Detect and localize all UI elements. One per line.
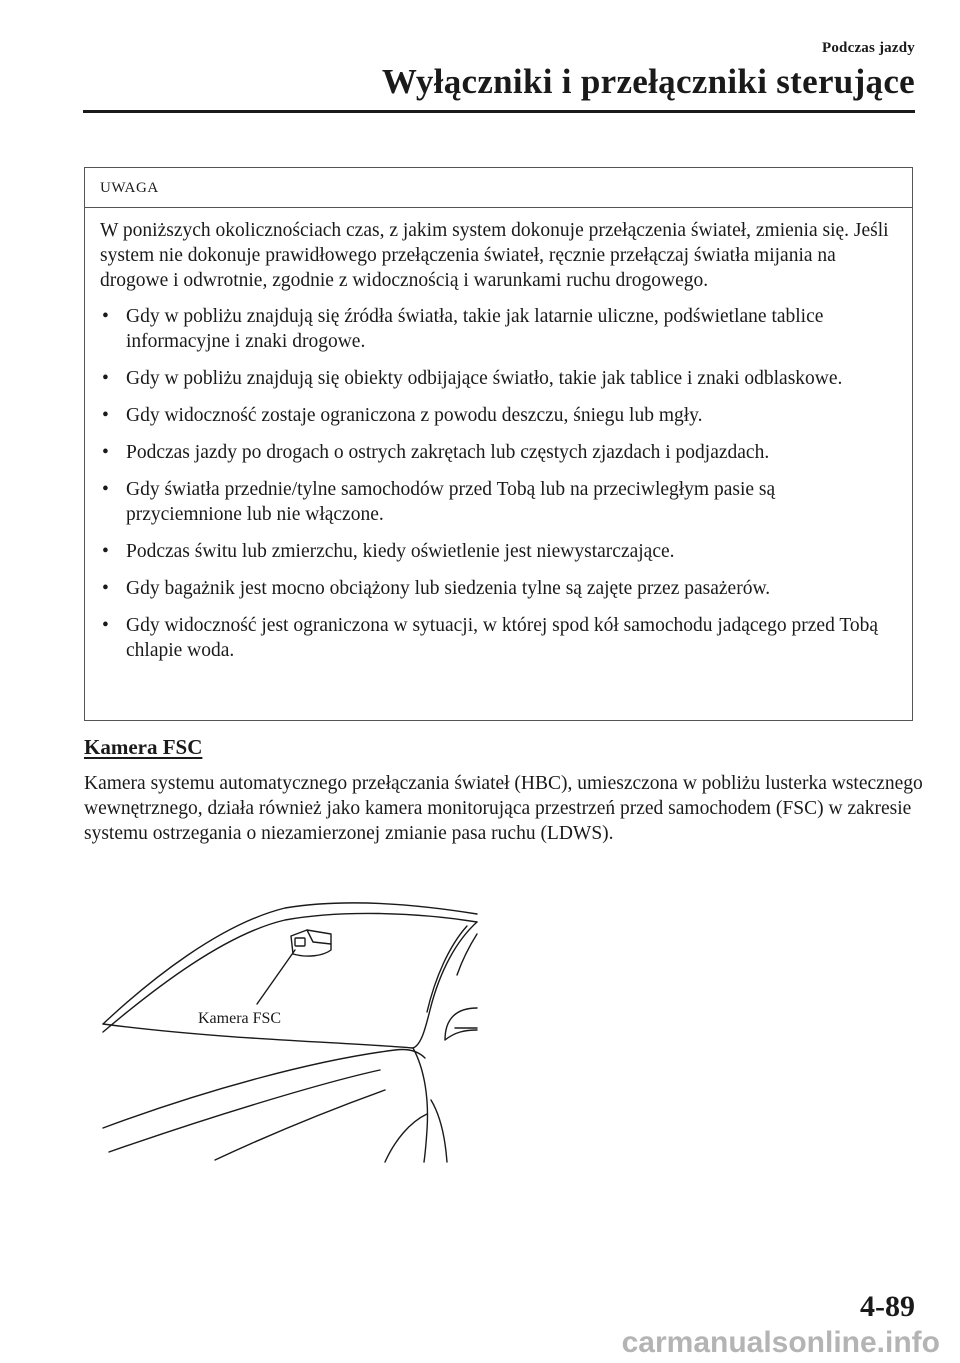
bullet-icon: • [102, 442, 109, 463]
page-number: 4-89 [860, 1290, 915, 1323]
windshield-top-edge [103, 913, 477, 1032]
note-bullet-item [100, 477, 894, 527]
note-label: UWAGA [85, 168, 912, 208]
roof-line [103, 903, 477, 1024]
note-bullet-text: Gdy widoczność zostaje ograniczona z powodu deszczu, śniegu lub mgły. [126, 405, 703, 426]
header-rule [83, 110, 915, 113]
note-bullet-text: Gdy w pobliżu znajdują się obiekty odbijające światło, takie jak tablice i znaki odblaskowe. [126, 368, 843, 389]
callout-leader [257, 950, 295, 1004]
section-label: Podczas jazdy [821, 40, 915, 56]
note-bullet-text: Gdy widoczność jest ograniczona w sytuacji, w której spod kół samochodu jadącego przed Tobą chlapie woda. [126, 615, 879, 661]
side-mirror [445, 1008, 477, 1040]
section-heading: Kamera FSC [84, 735, 203, 759]
note-bullet-text: Podczas świtu lub zmierzchu, kiedy oświetlenie jest niewystarczające. [126, 541, 675, 562]
camera-callout-label: Kamera FSC [198, 1010, 282, 1027]
bullet-icon: • [102, 306, 109, 327]
a-pillar [413, 922, 477, 1048]
note-bullet-item [100, 576, 894, 601]
chapter-title: Wyłączniki i przełączniki sterujące [381, 62, 915, 101]
bullet-icon: • [102, 578, 109, 599]
bullet-icon: • [102, 368, 109, 389]
note-bullet-text: Podczas jazdy po drogach o ostrych zakrętach lub częstych zjazdach i podjazdach. [126, 442, 770, 463]
bullet-icon: • [102, 479, 109, 500]
note-intro: W poniższych okolicznościach czas, z jakim system dokonuje przełączenia świateł, zmienia się. Jeśli system nie dokonuje prawidłowego przełączenia świateł, ręcznie przełączaj światła mijania na drogowe i odwrotnie, zgodnie z widocznością i warunkami ruchu drogowego. [100, 220, 889, 291]
note-bullet-item [100, 304, 894, 354]
car-windshield-illustration [95, 900, 480, 1165]
watermark: carmanualsonline.info [621, 1326, 940, 1359]
note-bullet-list [100, 304, 894, 663]
note-bullet-item [100, 613, 894, 663]
bullet-icon: • [102, 541, 109, 562]
note-bullet-text: Gdy w pobliżu znajdują się źródła światła, takie jak latarnie uliczne, podświetlane tablice informacyjne i znaki drogowe. [126, 306, 824, 352]
fender-line [413, 1048, 427, 1162]
note-bullet-item [100, 366, 894, 391]
note-bullet-item [100, 440, 894, 465]
note-bullet-item [100, 539, 894, 564]
hood-line [103, 1049, 425, 1128]
bullet-icon: • [102, 615, 109, 636]
note-bullet-item [100, 403, 894, 428]
windshield-bottom-edge [103, 1024, 413, 1048]
section-paragraph: Kamera systemu automatycznego przełączania świateł (HBC), umieszczona w pobliżu lusterka wstecznego wewnętrznego, działa również jako kamera monitorująca przestrzeń przed samochodem (FSC) w zakresie systemu ostrzegania o niezamierzonej zmianie pasa ruchu (LDWS). [84, 773, 923, 844]
note-bullet-text: Gdy światła przednie/tylne samochodów przed Tobą lub na przeciwległym pasie są przyciemnione lub nie włączone. [126, 479, 776, 525]
note-bullet-text: Gdy bagażnik jest mocno obciążony lub siedzenia tylne są zajęte przez pasażerów. [126, 578, 771, 599]
bullet-icon: • [102, 405, 109, 426]
note-body [85, 208, 912, 663]
note-box [84, 167, 913, 721]
